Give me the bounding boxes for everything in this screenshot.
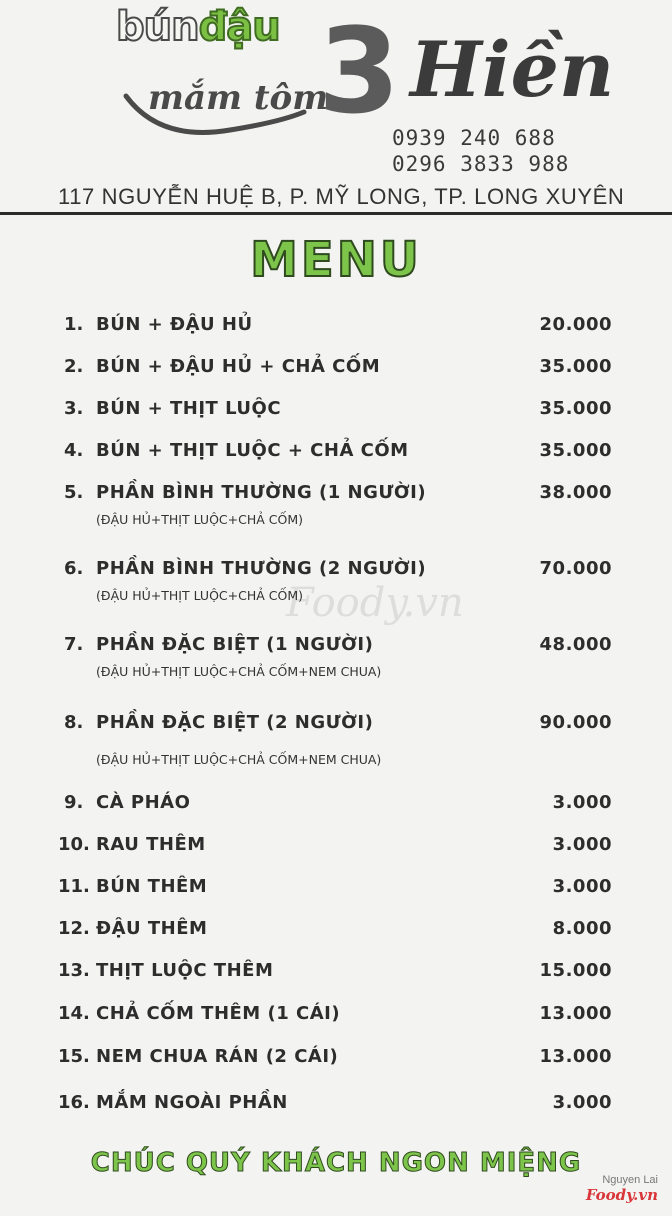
menu-item	[0, 712, 672, 772]
item-number: 15.	[58, 1046, 90, 1067]
item-number: 7.	[64, 634, 84, 655]
menu-item	[0, 960, 672, 1000]
item-name: BÚN + THỊT LUỘC + CHẢ CỐM	[96, 440, 409, 461]
item-name: NEM CHUA RÁN (2 CÁI)	[96, 1046, 339, 1067]
footer-greeting: CHÚC QUÝ KHÁCH NGON MIỆNG	[90, 1148, 582, 1178]
item-number: 5.	[64, 482, 84, 503]
item-description: (ĐẬU HỦ+THỊT LUỘC+CHẢ CỐM+NEM CHUA)	[96, 752, 382, 767]
menu-item	[0, 482, 672, 542]
item-price: 70.000	[539, 558, 612, 579]
logo-dau-text: đậu	[198, 4, 280, 50]
item-number: 6.	[64, 558, 84, 579]
item-name: PHẦN ĐẶC BIỆT (2 NGƯỜI)	[96, 712, 374, 733]
item-price: 3.000	[552, 834, 612, 855]
item-price: 15.000	[539, 960, 612, 981]
menu-item	[0, 356, 672, 396]
item-price: 3.000	[552, 792, 612, 813]
menu-item	[0, 918, 672, 958]
item-price: 3.000	[552, 876, 612, 897]
menu-item	[0, 876, 672, 916]
item-price: 38.000	[539, 482, 612, 503]
logo-number: 3	[318, 2, 401, 140]
item-number: 2.	[64, 356, 84, 377]
menu-item	[0, 1092, 672, 1132]
item-price: 3.000	[552, 1092, 612, 1113]
item-price: 13.000	[539, 1046, 612, 1067]
item-name: BÚN + THỊT LUỘC	[96, 398, 282, 419]
item-name: MẮM NGOÀI PHẦN	[96, 1092, 288, 1113]
item-description: (ĐẬU HỦ+THỊT LUỘC+CHẢ CỐM+NEM CHUA)	[96, 664, 382, 679]
item-name: PHẦN BÌNH THƯỜNG (2 NGƯỜI)	[96, 558, 427, 579]
item-name: THỊT LUỘC THÊM	[96, 960, 274, 981]
menu-item	[0, 1003, 672, 1043]
item-name: BÚN THÊM	[96, 876, 208, 897]
item-price: 35.000	[539, 398, 612, 419]
menu-item	[0, 834, 672, 874]
address: 117 NGUYỄN HUỆ B, P. MỸ LONG, TP. LONG XUYÊN	[58, 184, 625, 209]
item-name: PHẦN BÌNH THƯỜNG (1 NGƯỜI)	[96, 482, 427, 503]
menu-item	[0, 314, 672, 354]
item-number: 3.	[64, 398, 84, 419]
logo-name: Hiền	[410, 25, 615, 114]
item-price: 13.000	[539, 1003, 612, 1024]
item-number: 16.	[58, 1092, 90, 1113]
item-price: 35.000	[539, 440, 612, 461]
item-name: CHẢ CỐM THÊM (1 CÁI)	[96, 1003, 341, 1024]
item-price: 48.000	[539, 634, 612, 655]
item-name: BÚN + ĐẬU HỦ + CHẢ CỐM	[96, 356, 381, 377]
item-name: RAU THÊM	[96, 834, 206, 855]
item-name: ĐẬU THÊM	[96, 918, 208, 939]
logo-mam-tom: mắm tôm	[148, 78, 329, 118]
item-description: (ĐẬU HỦ+THỊT LUỘC+CHẢ CỐM)	[96, 512, 304, 527]
menu-item	[0, 1046, 672, 1086]
photo-credit	[586, 1174, 658, 1204]
item-number: 1.	[64, 314, 84, 335]
item-number: 9.	[64, 792, 84, 813]
item-price: 20.000	[539, 314, 612, 335]
item-price: 35.000	[539, 356, 612, 377]
item-number: 4.	[64, 440, 84, 461]
foody-logo: Foody.vn	[585, 1186, 658, 1204]
item-price: 8.000	[552, 918, 612, 939]
menu-title: MENU	[250, 232, 422, 288]
item-description: (ĐẬU HỦ+THỊT LUỘC+CHẢ CỐM)	[96, 588, 304, 603]
watermark: Foody.vn	[286, 580, 464, 626]
item-name: BÚN + ĐẬU HỦ	[96, 314, 253, 335]
menu-item	[0, 440, 672, 480]
phone-number-2: 0296 3833 988	[392, 152, 570, 176]
item-number: 10.	[58, 834, 90, 855]
logo-bun-dau	[116, 4, 280, 50]
item-name: CÀ PHÁO	[96, 792, 191, 813]
item-number: 11.	[58, 876, 90, 897]
item-number: 13.	[58, 960, 90, 981]
item-price: 90.000	[539, 712, 612, 733]
item-number: 14.	[58, 1003, 90, 1024]
phone-number-1: 0939 240 688	[392, 126, 556, 150]
item-number: 12.	[58, 918, 90, 939]
menu-header	[0, 0, 672, 214]
credit-author: Nguyen Lai	[602, 1174, 658, 1186]
header-divider	[0, 212, 672, 215]
menu-item	[0, 558, 672, 618]
item-name: PHẦN ĐẶC BIỆT (1 NGƯỜI)	[96, 634, 374, 655]
logo-bun-text: bún	[116, 4, 199, 50]
item-number: 8.	[64, 712, 84, 733]
menu-item	[0, 792, 672, 832]
menu-item	[0, 634, 672, 694]
menu-item	[0, 398, 672, 438]
